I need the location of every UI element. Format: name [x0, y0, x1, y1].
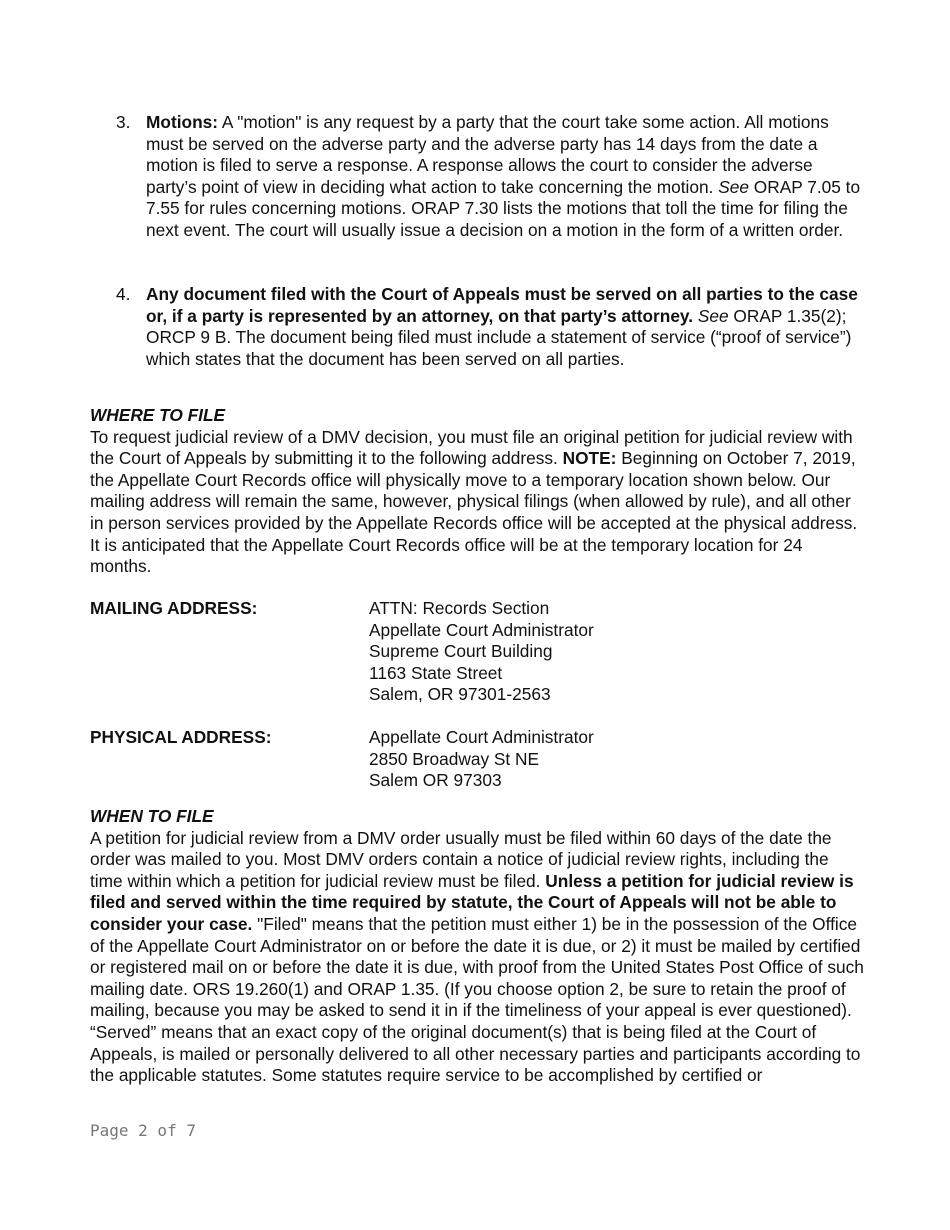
- address-line: Salem OR 97303: [369, 770, 502, 791]
- when-to-file-section: [90, 806, 865, 1087]
- motions-text-b: ORAP 7.05 to 7.55 for rules concerning motions. ORAP 7.30 lists the motions that toll the time for filing the next event. The court will usually issue a decision on a motion in the form of a written order.: [146, 176, 861, 240]
- service-bold-text: Any document filed with the Court of Appeals must be served on all parties to the case or, if a party is represented by an attorney, on that party’s attorney.: [146, 284, 858, 326]
- address-line: Appellate Court Administrator: [369, 619, 594, 640]
- address-line: ATTN: Records Section: [369, 598, 550, 618]
- address-line: Appellate Court Administrator: [369, 727, 594, 747]
- address-line: 2850 Broadway St NE: [369, 748, 540, 769]
- note-label: NOTE:: [562, 448, 617, 469]
- list-item-motions: [116, 112, 866, 242]
- page-number: Page 2 of 7: [90, 1121, 196, 1140]
- when-to-file-paragraph: [90, 828, 865, 1087]
- service-text: ORAP 1.35(2); ORCP 9 B. The document being filed must include a statement of service (“proof of service”) which states that the document has been served on all parties.: [146, 305, 852, 369]
- when-to-file-heading: WHEN TO FILE: [90, 806, 214, 826]
- where-text-b: Beginning on October 7, 2019, the Appellate Court Records office will physically move to a temporary location shown below. Our mailing address will remain the same, however, physical filings (when allowed by rule), and all other in person services provided by the Appellate Records office will be accepted at the physical address. It is anticipated that the Appellate Court Records office will be at the temporary location for 24 months.: [90, 448, 858, 577]
- list-item-service: [116, 284, 866, 370]
- mailing-address-lines: [369, 598, 594, 706]
- where-text-a: To request judicial review of a DMV decision, you must file an original petition for judicial review with the Court of Appeals by submitting it to the following address.: [90, 426, 853, 469]
- see-ref: See: [718, 176, 749, 197]
- where-to-file-section: [90, 405, 865, 578]
- where-to-file-paragraph: [90, 427, 865, 578]
- list-number: 3.: [116, 112, 131, 132]
- address-line: Supreme Court Building: [369, 641, 553, 662]
- motions-label: Motions:: [146, 112, 218, 132]
- physical-address-lines: [369, 727, 594, 792]
- physical-address-label: PHYSICAL ADDRESS:: [90, 727, 272, 747]
- list-number: 4.: [116, 284, 131, 304]
- address-line: 1163 State Street: [369, 662, 503, 683]
- where-to-file-heading: WHERE TO FILE: [90, 405, 226, 425]
- when-bold-text: Unless a petition for judicial review is filed and served within the time required by statute, the Court of Appeals will not be able to consider your case.: [90, 870, 854, 934]
- motions-text-a: A "motion" is any request by a party that the court take some action. All motions must be served on the adverse party and the adverse party has 14 days from the date a motion is filed to serve a response. A response allows the court to consider the adverse party’s point of view in deciding what action to take concerning the motion.: [146, 112, 829, 197]
- see-ref: See: [697, 305, 729, 326]
- when-text-b: "Filed" means that the petition must either 1) be in the possession of the Office of the Appellate Court Administrator on or before the date it is due, or 2) it must be mailed by certified or registered mail on or before the date it is due, with proof from the United States Post Office of such mailing date. ORS 19.260(1) and ORAP 1.35. (If you choose option 2, be sure to retain the proof of mailing, because you may be asked to send it in if the timeliness of your appeal is ever questioned). “Served” means that an exact copy of the original document(s) that is being filed at the Court of Appeals, is mailed or personally delivered to all other necessary parties and participants according to the applicable statutes. Some statutes require service to be accomplished by certified or: [90, 913, 864, 1086]
- mailing-address-label: MAILING ADDRESS:: [90, 598, 258, 618]
- address-line: Salem, OR 97301-2563: [369, 684, 551, 705]
- when-text-a: A petition for judicial review from a DMV order usually must be filed within 60 days of the date the order was mailed to you. Most DMV orders contain a notice of judicial review rights, including the time within which a petition for judicial review must be filed.: [90, 827, 832, 891]
